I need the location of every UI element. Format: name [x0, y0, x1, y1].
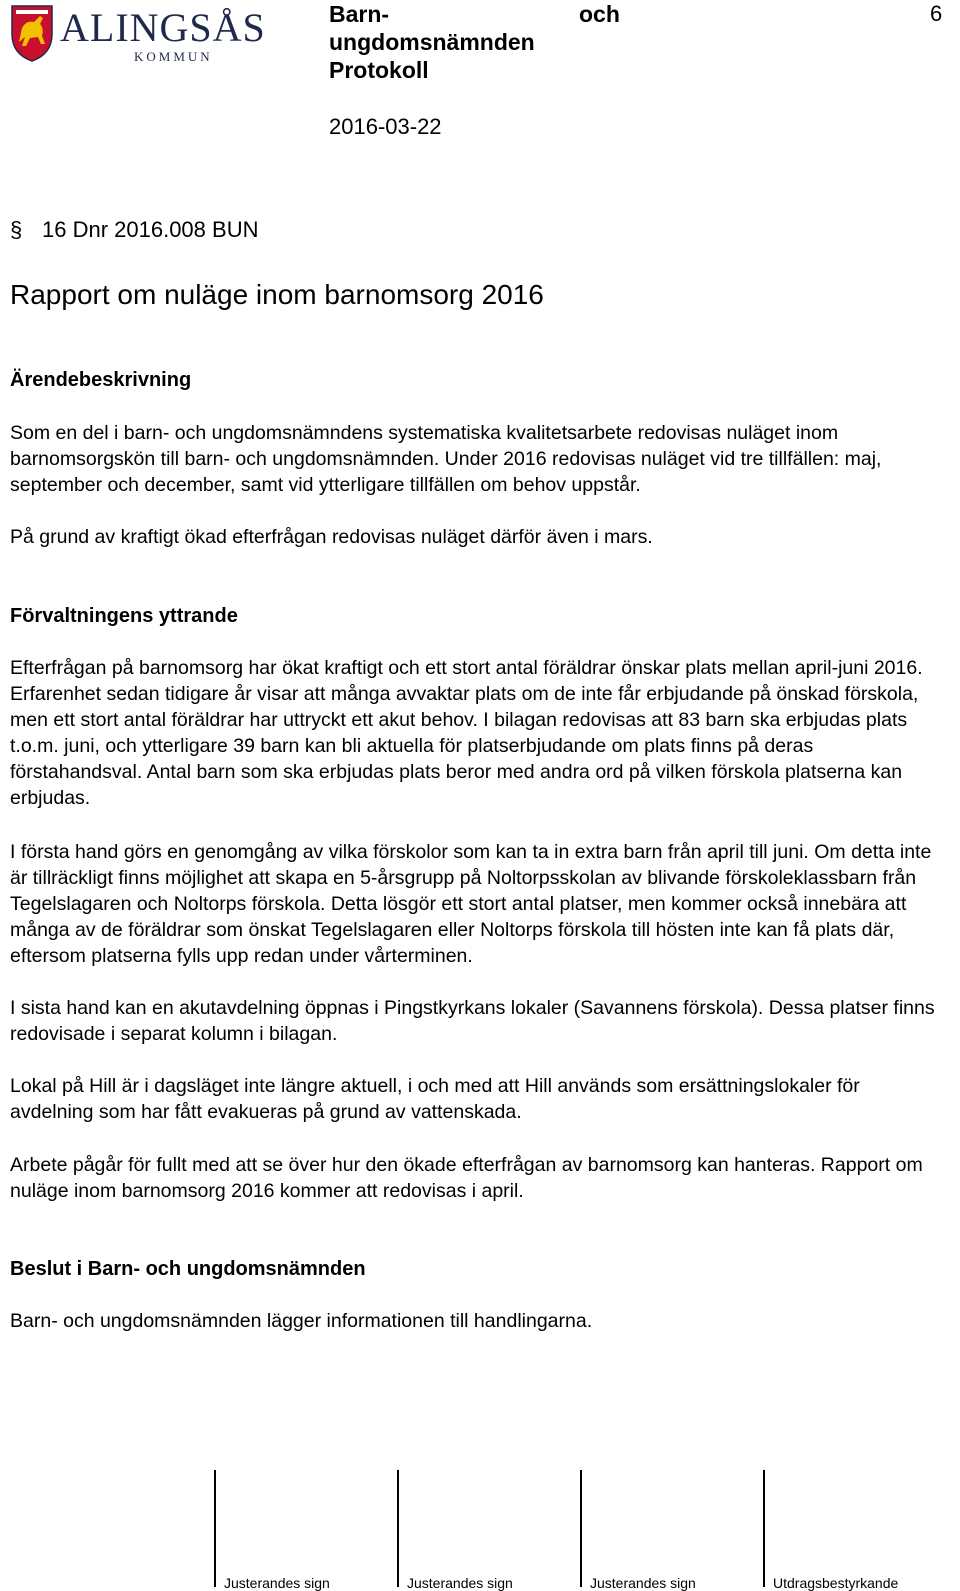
meeting-date: 2016-03-22: [329, 114, 442, 139]
extract-certification-label: Utdragsbestyrkande: [773, 1575, 899, 1591]
municipality-logo: [10, 4, 290, 66]
logo-wordmark: ALINGSÅS: [60, 5, 266, 50]
paragraph-beslut: Barn- och ungdomsnämnden lägger informationen till handlingarna.: [10, 1310, 593, 1332]
signature-divider: [763, 1470, 765, 1587]
page-number: 6: [930, 1, 943, 26]
heading-forvaltningens-yttrande: Förvaltningens yttrande: [10, 605, 238, 627]
paragraph-yttrande-5: Arbete pågår för fullt med att se över hur den ökade efterfrågan av barnomsorg kan hanteras. Rapport om nuläge inom barnomsorg 2016 kommer att redovisas i april.: [10, 1154, 923, 1202]
logo-subtitle: KOMMUN: [134, 49, 213, 64]
committee-name-part2: ungdomsnämnden: [329, 29, 535, 55]
paragraph-yttrande-2: I första hand görs en genomgång av vilka förskolor som kan ta in extra barn från april till juni. Om detta inte är tillräckligt finns möjlighet att skapa en 5-årsgrupp på Noltorpsskolan av blivande förskoleklassbarn från Tegelslagaren och Noltorps förskola. Detta lösgör ett stort antal platser, men kommer också innebära att många av de föräldrar som önskat Tegelslagaren eller Noltorps förskola till hösten inte kan få plats där, eftersom platserna fylls upp redan under vårterminen.: [10, 841, 932, 967]
heading-arendebeskrivning: Ärendebeskrivning: [10, 369, 192, 391]
signature-divider: [397, 1470, 399, 1587]
heading-beslut: Beslut i Barn- och ungdomsnämnden: [10, 1258, 366, 1280]
coat-of-arms-icon: [10, 4, 54, 62]
case-number: 16 Dnr 2016.008 BUN: [42, 217, 259, 242]
case-title: Rapport om nuläge inom barnomsorg 2016: [10, 279, 544, 310]
paragraph-yttrande-3: I sista hand kan en akutavdelning öppnas i Pingstkyrkans lokaler (Savannens förskola). Dessa platser finns redovisade i separat kolumn i bilagan.: [10, 997, 935, 1045]
committee-name-conjunction: och: [579, 1, 620, 27]
paragraph-arende-2: På grund av kraftigt ökad efterfrågan redovisas nuläget därför även i mars.: [10, 526, 653, 548]
signature-label-3: Justerandes sign: [590, 1575, 696, 1591]
paragraph-yttrande-1: Efterfrågan på barnomsorg har ökat kraftigt och ett stort antal föräldrar önskar plats mellan april-juni 2016. Erfarenhet sedan tidigare år visar att många avvaktar plats om de inte får erbjudande på önskad förskola, men ett stort antal föräldrar har uttryckt ett akut behov. I bilagan redovisas att 83 barn ska erbjudas plats t.o.m. juni, och ytterligare 39 barn kan bli aktuella för platserbjudande om plats finns på deras förstahandsval. Antal barn som ska erbjudas plats beror med andra ord på vilken förskola platserna kan erbjudas.: [10, 657, 923, 809]
document-type: Protokoll: [329, 57, 429, 83]
paragraph-yttrande-4: Lokal på Hill är i dagsläget inte längre aktuell, i och med att Hill används som ersättningslokaler för avdelning som har fått evakueras på grund av vattenskada.: [10, 1075, 860, 1123]
signature-divider: [580, 1470, 582, 1587]
signature-label-1: Justerandes sign: [224, 1575, 330, 1591]
committee-name-part1: Barn-: [329, 1, 390, 27]
signature-label-2: Justerandes sign: [407, 1575, 513, 1591]
paragraph-arende-1: Som en del i barn- och ungdomsnämndens systematiska kvalitetsarbete redovisas nuläget inom barnomsorgskön till barn- och ungdomsnämnden. Under 2016 redovisas nuläget vid tre tillfällen: maj, september och december, samt vid ytterligare tillfällen om behov uppstår.: [10, 422, 882, 496]
signature-divider: [214, 1470, 216, 1587]
section-symbol: §: [10, 217, 23, 242]
